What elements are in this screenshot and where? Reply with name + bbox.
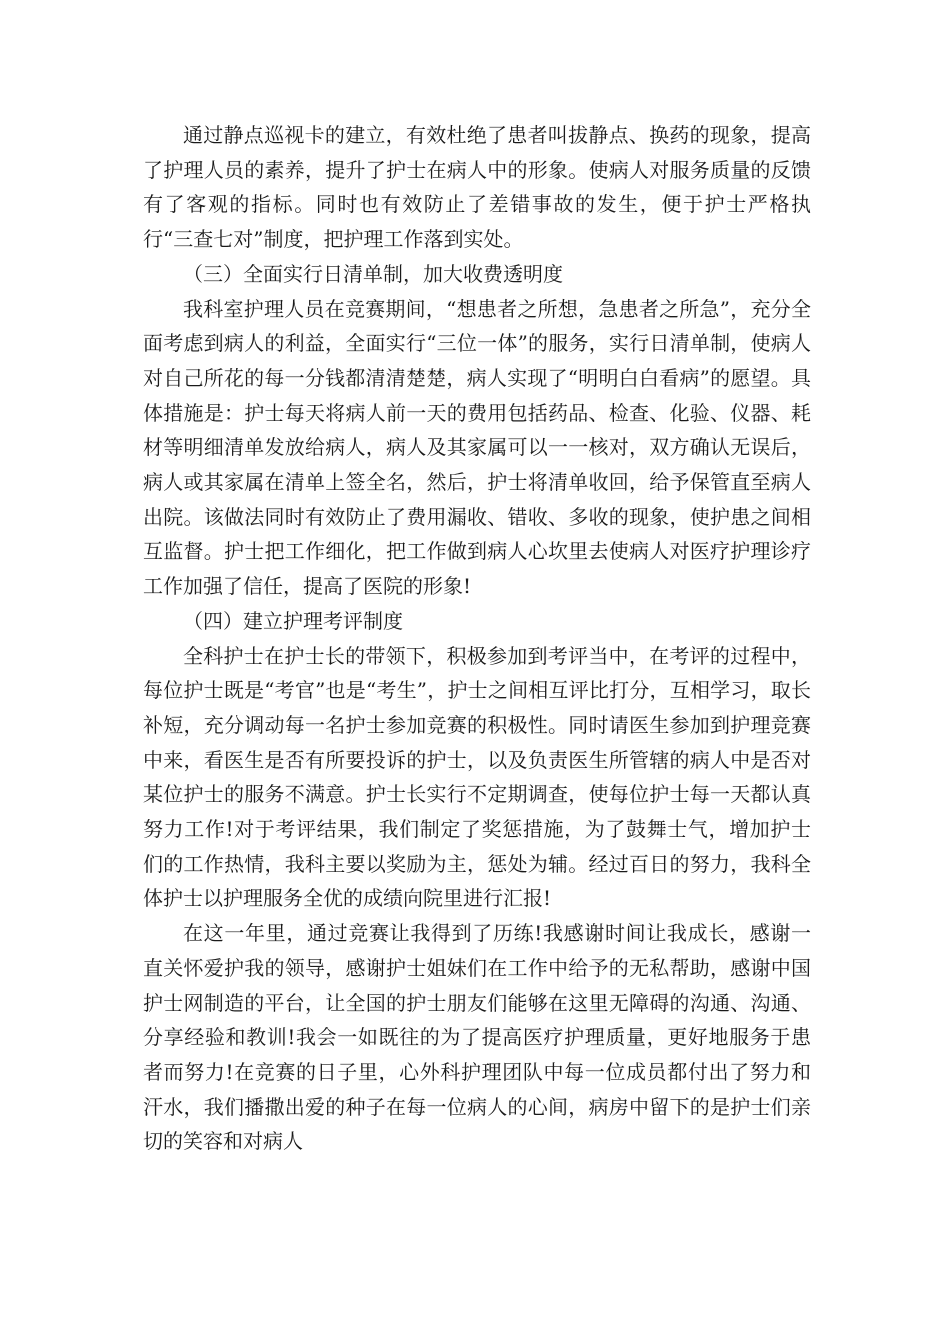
section-heading-evaluation: （四）建立护理考评制度 [183, 608, 403, 633]
paragraph-rounds-card: 通过静点巡视卡的建立，有效杜绝了患者叫拔静点、换药的现象，提高了护理人员的素养，提升了护士在病人中的形象。使病人对服务质量的反馈有了客观的指标。同时也有效防止了差错事故的发生，便于护士严格执行“三查七对”制度，把护理工作落到实处。 [143, 123, 811, 252]
section-heading-daily-list: （三）全面实行日清单制，加大收费透明度 [183, 261, 563, 286]
paragraph-year-summary: 在这一年里，通过竞赛让我得到了历练!我感谢时间让我成长，感谢一直关怀爱护我的领导，感谢护士姐妹们在工作中给予的无私帮助，感谢中国护士网制造的平台，让全国的护士朋友们能够在这里无障碍的沟通、沟通、分享经验和教训!我会一如既往的为了提高医疗护理质量，更好地服务于患者而努力!在竞赛的日子里，心外科护理团队中每一位成员都付出了努力和汗水，我们播撒出爱的种子在每一位病人的心间，病房中留下的是护士们亲切的笑容和对病人 [143, 921, 811, 1154]
document-body [143, 118, 811, 1159]
paragraph-daily-list: 我科室护理人员在竞赛期间，“想患者之所想，急患者之所急”，充分全面考虑到病人的利益，全面实行“三位一体”的服务，实行日清单制，使病人对自己所花的每一分钱都清清楚楚，病人实现了“明明白白看病”的愿望。具体措施是：护士每天将病人前一天的费用包括药品、检查、化验、仪器、耗材等明细清单发放给病人，病人及其家属可以一一核对，双方确认无误后，病人或其家属在清单上签全名，然后，护士将清单收回，给予保管直至病人出院。该做法同时有效防止了费用漏收、错收、多收的现象，使护患之间相互监督。护士把工作细化，把工作做到病人心坎里去使病人对医疗护理诊疗工作加强了信任，提高了医院的形象! [143, 296, 811, 599]
paragraph-evaluation: 全科护士在护士长的带领下，积极参加到考评当中，在考评的过程中，每位护士既是“考官”也是“考生”，护士之间相互评比打分，互相学习，取长补短，充分调动每一名护士参加竞赛的积极性。同时请医生参加到护理竞赛中来，看医生是否有所要投诉的护士，以及负责医生所管辖的病人中是否对某位护士的服务不满意。护士长实行不定期调查，使每位护士每一天都认真努力工作!对于考评结果，我们制定了奖惩措施，为了鼓舞士气，增加护士们的工作热情，我科主要以奖励为主，惩处为辅。经过百日的努力，我科全体护士以护理服务全优的成绩向院里进行汇报! [143, 643, 811, 911]
